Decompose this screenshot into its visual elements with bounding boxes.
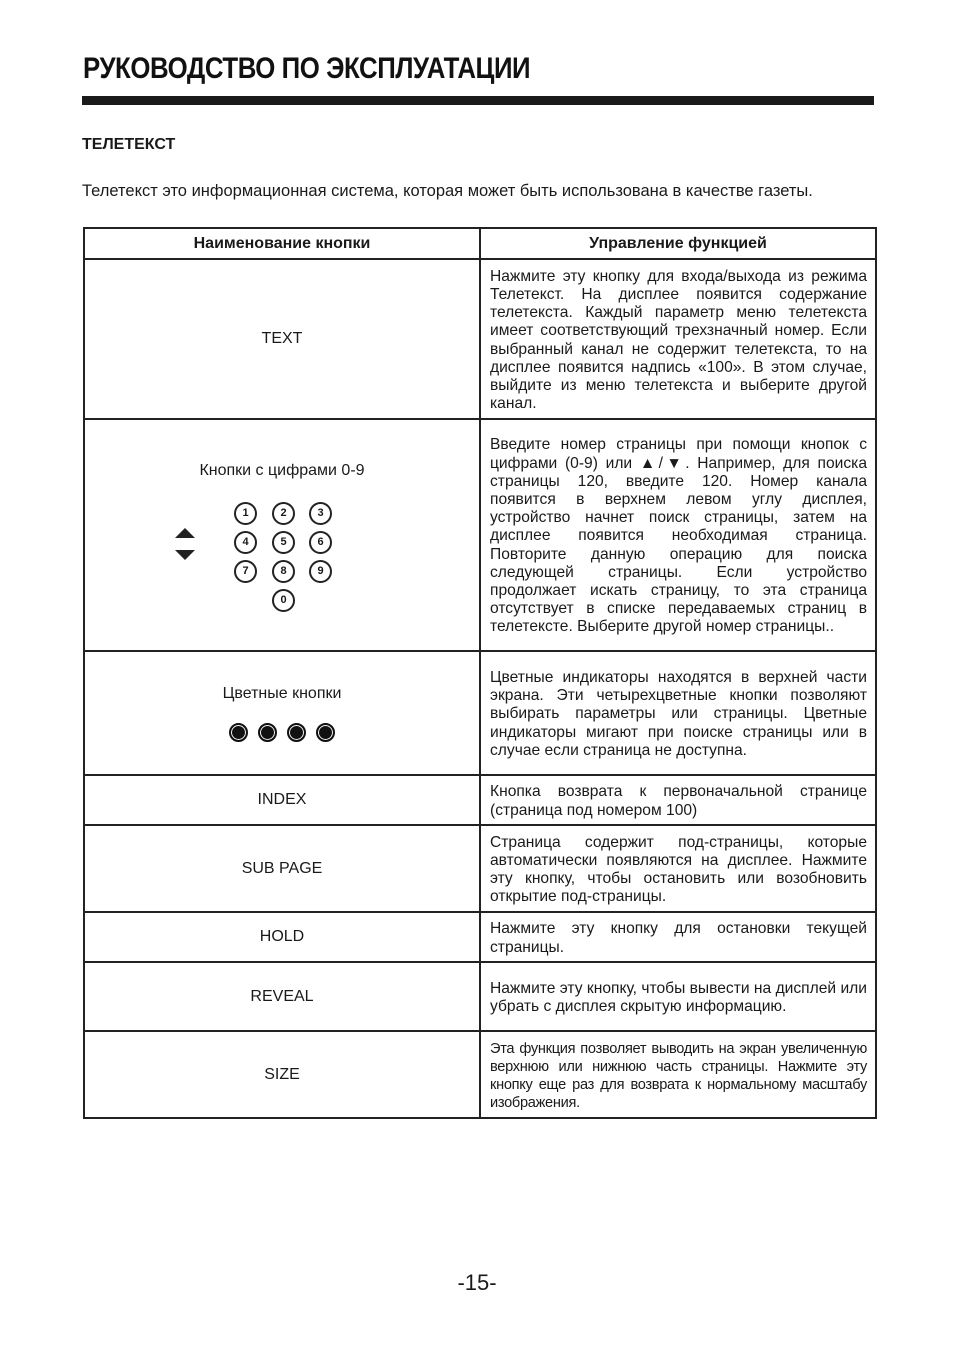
button-name-cell [84, 651, 480, 775]
teletext-table [83, 227, 877, 1119]
function-desc: Цветные индикаторы находятся в верхней части экрана. Эти четырехцветные кнопки позволяют выбирать параметры или страницы. Цветные индикаторы мигают при поиске страницы или в случае если страница не доступна. [480, 651, 876, 775]
section-intro: Телетекст это информационная система, которая может быть использована в качестве газеты. [82, 182, 813, 200]
column-header-function: Управление функцией [480, 228, 876, 259]
digit-6-icon: 6 [309, 531, 332, 554]
table-row [84, 775, 876, 825]
digit-9-icon: 9 [309, 560, 332, 583]
digit-2-icon: 2 [272, 502, 295, 525]
digit-7-icon: 7 [234, 560, 257, 583]
function-desc: Нажмите эту кнопку, чтобы вывести на дисплей или убрать с дисплея скрытую информацию. [480, 962, 876, 1031]
digit-1-icon: 1 [234, 502, 257, 525]
numpad-diagram [182, 502, 382, 620]
digit-3-icon: 3 [309, 502, 332, 525]
table-row [84, 962, 876, 1031]
digit-4-icon: 4 [234, 531, 257, 554]
arrow-down-icon [175, 550, 195, 560]
color-button-icon [316, 723, 335, 742]
function-desc: Страница содержит под-страницы, которые автоматически появляются на дисплее. Нажмите эту кнопку, чтобы остановить или возобновить открытие под-страницы. [480, 825, 876, 912]
button-name: Кнопки с цифрами 0-9 [199, 462, 365, 479]
function-desc: Введите номер страницы при помощи кнопок с цифрами (0-9) или ▲/▼. Например, для поиска страницы 120, введите 120. Номер канала появится в верхнем левом углу дисплея, устройство начнет поиск страницы, затем на дисплее появится необходимая страница. Повторите данную операцию для поиска следующей страницы. Если устройство продолжает искать страницу, то эта страница отсутствует в списке передаваемых страниц в телетексте. Выберите другой номер страницы.. [480, 419, 876, 651]
table-row [84, 259, 876, 419]
digit-0-icon: 0 [272, 589, 295, 612]
function-desc: Нажмите эту кнопку для входа/выхода из режима Телетекст. На дисплее появится содержание телетекста. Каждый параметр меню телетекста имеет соответствующий трехзначный номер. Если выбранный канал не содержит телетекста, то на дисплее появится надпись «100». В этом случае, выйдите из меню телетекста и выберите другой канал. [480, 259, 876, 419]
color-button-icon [229, 723, 248, 742]
table-row [84, 651, 876, 775]
table-row [84, 825, 876, 912]
table-header-row [84, 228, 876, 259]
function-desc: Эта функция позволяет выводить на экран увеличенную верхнюю или нижнюю часть страницы. Нажмите эту кнопку еще раз для возврата к нормальному масштабу изображения. [480, 1031, 876, 1118]
function-desc: Кнопка возврата к первоначальной странице (страница под номером 100) [480, 775, 876, 825]
button-name: INDEX [84, 775, 480, 825]
table-row [84, 912, 876, 962]
page-number: -15- [457, 1270, 497, 1295]
function-desc: Нажмите эту кнопку для остановки текущей страницы. [480, 912, 876, 962]
button-name: SIZE [84, 1031, 480, 1118]
button-name: HOLD [84, 912, 480, 962]
table-row [84, 1031, 876, 1118]
button-name: TEXT [84, 259, 480, 419]
color-button-icon [287, 723, 306, 742]
title-rule [82, 96, 874, 105]
table-row [84, 419, 876, 651]
button-name-cell [84, 419, 480, 651]
column-header-name: Наименование кнопки [84, 228, 480, 259]
digit-5-icon: 5 [272, 531, 295, 554]
digit-8-icon: 8 [272, 560, 295, 583]
page-title: РУКОВОДСТВО ПО ЭКСПЛУАТАЦИИ [83, 52, 531, 85]
color-button-icon [258, 723, 277, 742]
section-title: ТЕЛЕТЕКСТ [82, 136, 176, 153]
button-name: Цветные кнопки [222, 684, 342, 702]
button-name: SUB PAGE [84, 825, 480, 912]
arrow-up-icon [175, 528, 195, 538]
button-name: REVEAL [84, 962, 480, 1031]
color-buttons-diagram [85, 723, 479, 742]
